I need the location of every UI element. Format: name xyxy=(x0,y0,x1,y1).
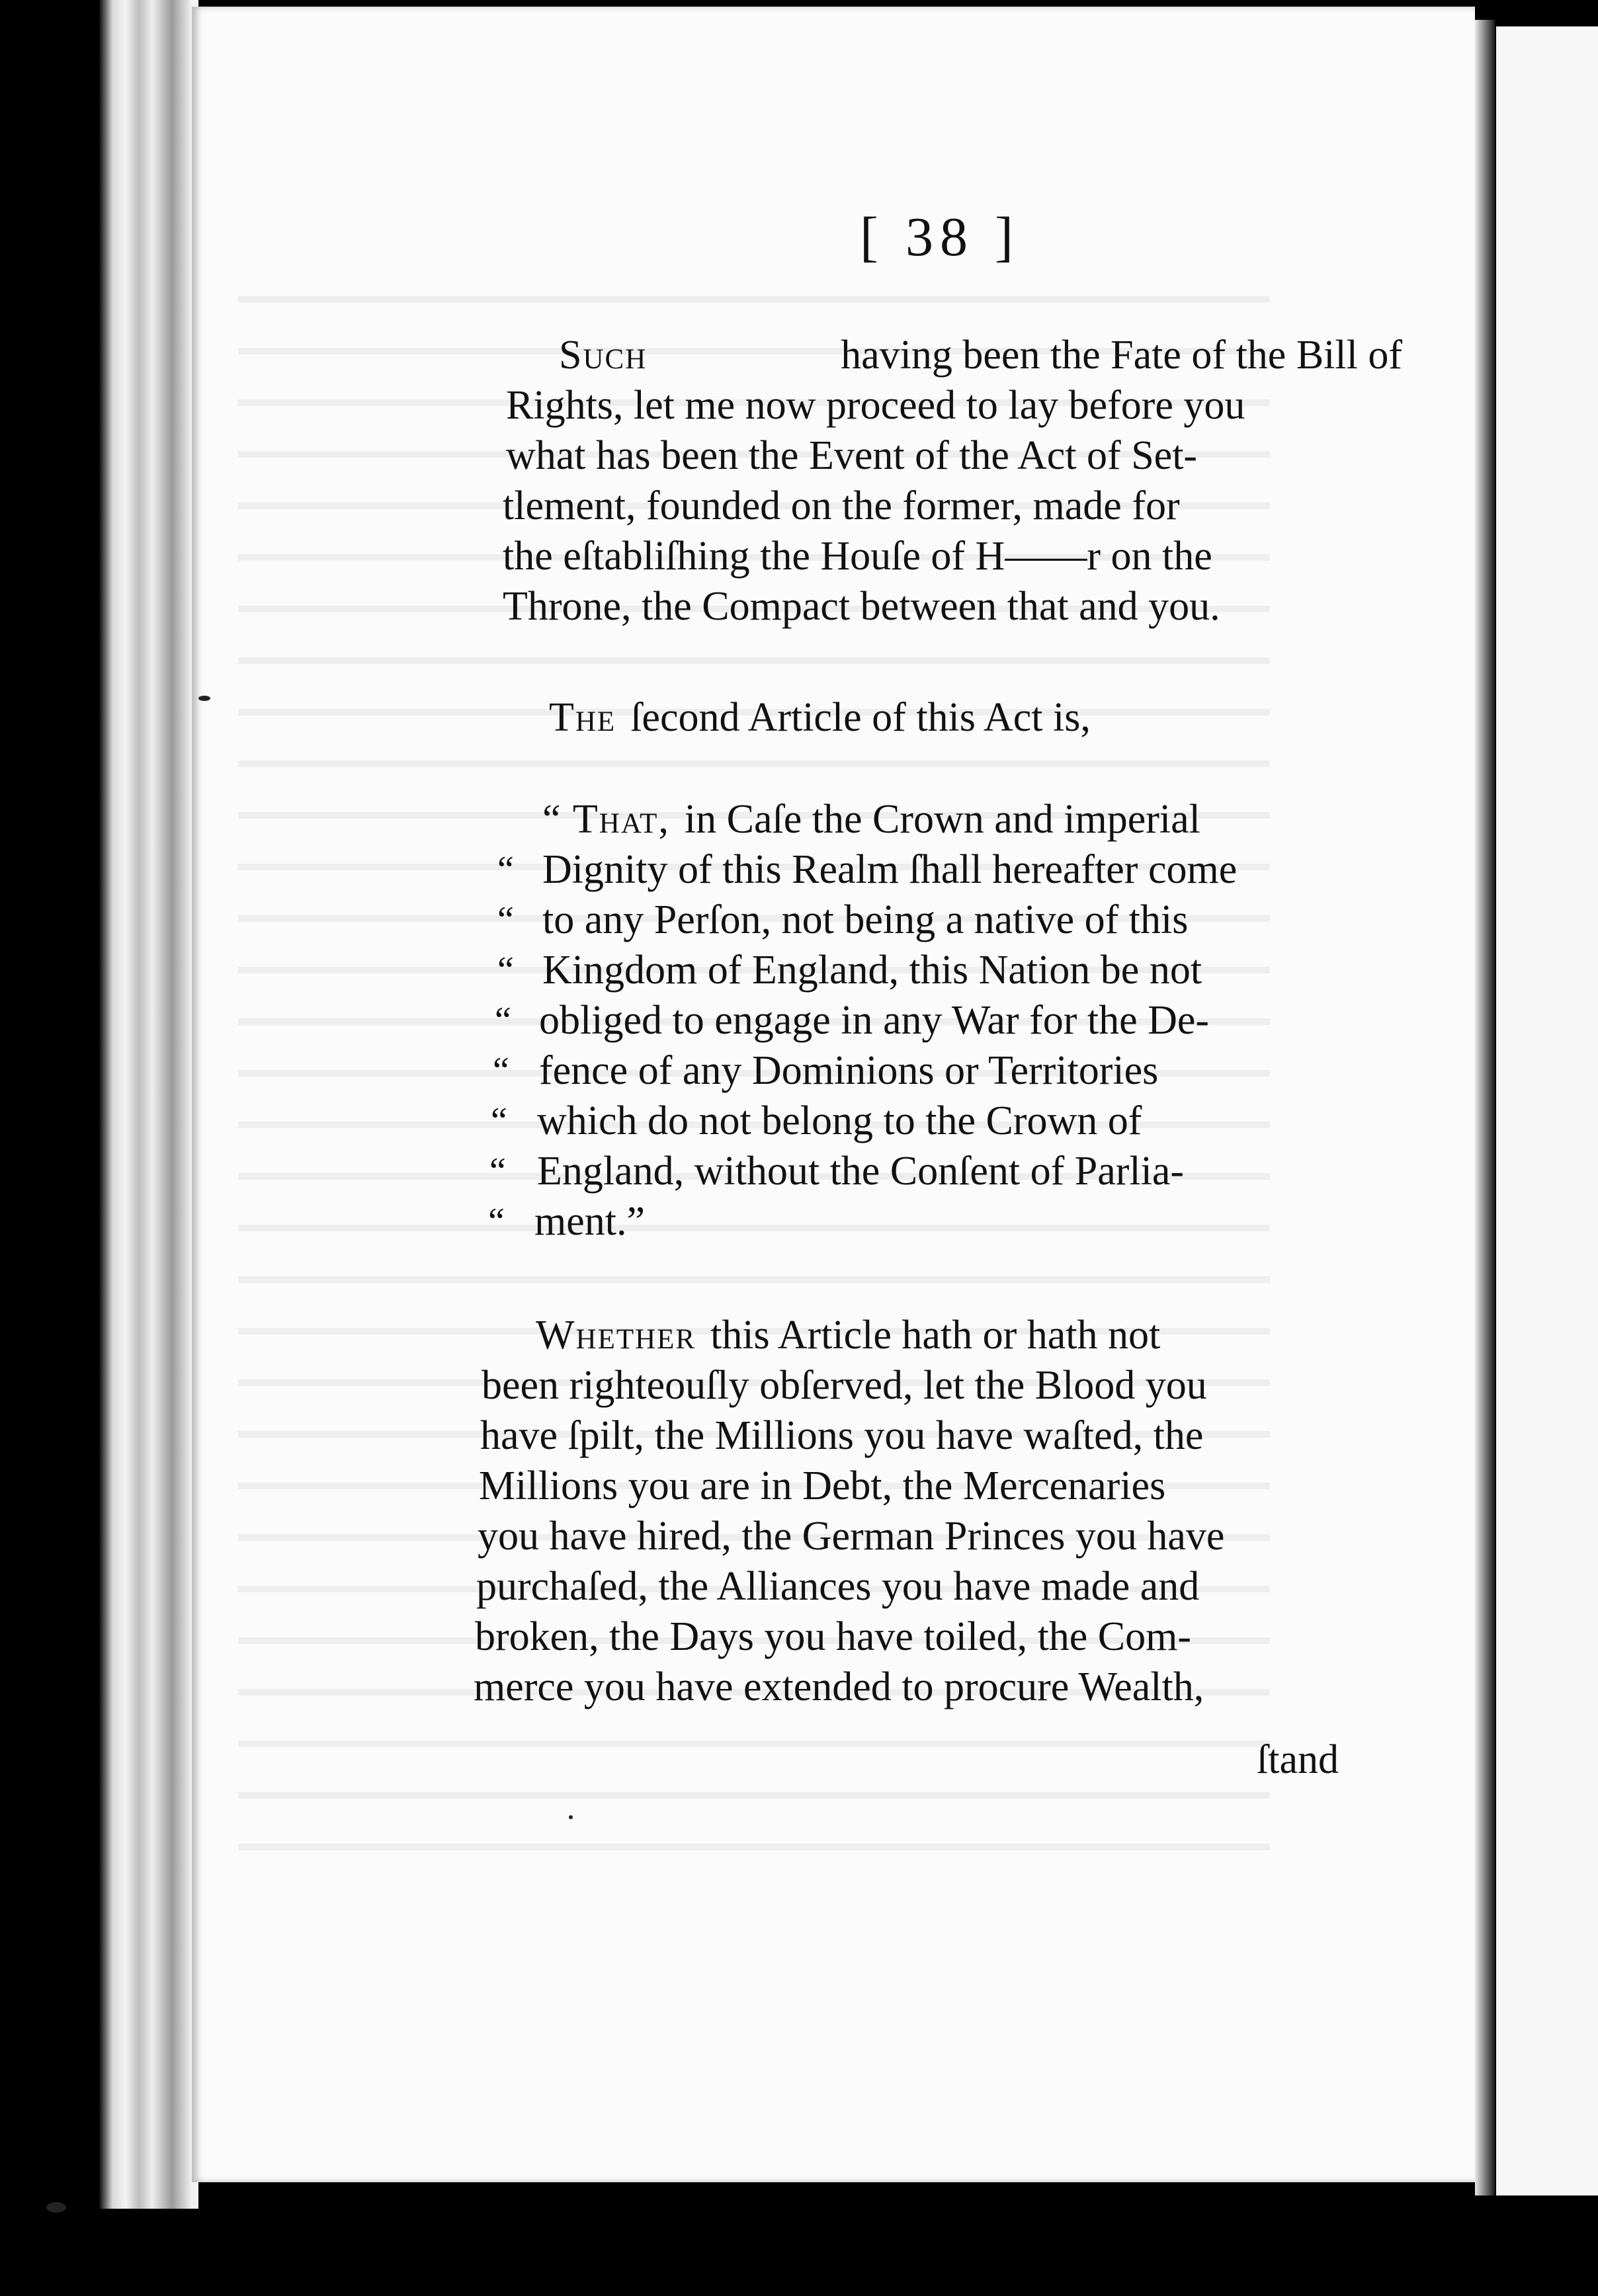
text-line: Rights, let me now proceed to lay before you xyxy=(506,383,1245,428)
text-line xyxy=(549,692,1091,743)
margin-quote: “ xyxy=(497,950,514,991)
text-line: Dignity of this Realm ſhall hereafter come xyxy=(542,847,1238,892)
margin-quote: “ xyxy=(489,1151,506,1192)
text-line: fence of any Dominions or Territories xyxy=(539,1048,1159,1093)
ink-speck xyxy=(569,1815,573,1819)
text-line: which do not belong to the Crown of xyxy=(537,1098,1142,1143)
margin-quote: “ xyxy=(497,899,514,940)
text-line: England, without the Conſent of Parlia- xyxy=(537,1149,1185,1194)
text-line-content: ſecond Article of this Act is, xyxy=(630,695,1091,740)
margin-quote: “ xyxy=(491,1100,507,1141)
text-line-content: in Caſe the Crown and imperial xyxy=(684,797,1200,842)
text-line xyxy=(542,794,1200,845)
text-line-content: having been the Fate of the Bill of xyxy=(841,333,1402,378)
page-number: [ 38 ] xyxy=(860,206,1020,268)
text-line: broken, the Days you have toiled, the Com- xyxy=(475,1614,1192,1659)
page-gutter-right xyxy=(1475,20,1495,2195)
text-line: Kingdom of England, this Nation be not xyxy=(542,948,1202,993)
margin-quote: “ xyxy=(493,1050,509,1091)
text-line: the eſtabliſhing the Houſe of H——r on the xyxy=(503,534,1212,579)
text-line xyxy=(536,1309,1160,1361)
paragraph-lead: Such xyxy=(559,333,648,378)
text-line: ment.” xyxy=(534,1199,645,1244)
text-line: Throne, the Compact between that and you. xyxy=(503,584,1220,629)
ink-speck xyxy=(46,2202,66,2213)
text-line: obliged to engage in any War for the De- xyxy=(539,998,1210,1043)
margin-quote: “ xyxy=(488,1201,505,1242)
paragraph-lead: The xyxy=(549,695,616,740)
text-line: Millions you are in Debt, the Mercenaries xyxy=(479,1463,1166,1508)
margin-quote: “ xyxy=(495,1000,511,1041)
text-line: what has been the Event of the Act of Set- xyxy=(506,433,1198,478)
text-line: to any Perſon, not being a native of this xyxy=(542,897,1189,942)
margin-quote: “ xyxy=(497,849,514,890)
text-line: you have hired, the German Princes you have xyxy=(478,1514,1225,1559)
page-edge-left xyxy=(99,0,198,2209)
facing-page-sliver xyxy=(1496,26,1598,2195)
text-line: tlement, founded on the former, made for xyxy=(503,483,1180,528)
text-line: purchaſed, the Alliances you have made and xyxy=(476,1564,1200,1609)
text-line: been righteouſly obſerved, let the Blood you xyxy=(482,1363,1207,1408)
text-line-content: this Article hath or hath not xyxy=(710,1313,1161,1358)
paragraph-lead: “ That, xyxy=(542,797,670,842)
catchword: ſtand xyxy=(1257,1737,1339,1782)
text-line: merce you have extended to procure Wealth, xyxy=(474,1664,1204,1709)
text-line xyxy=(559,329,1402,381)
text-line: have ſpilt, the Millions you have waſted, the xyxy=(480,1413,1204,1458)
paragraph-lead: Whether xyxy=(536,1313,696,1358)
ink-speck xyxy=(198,696,210,701)
